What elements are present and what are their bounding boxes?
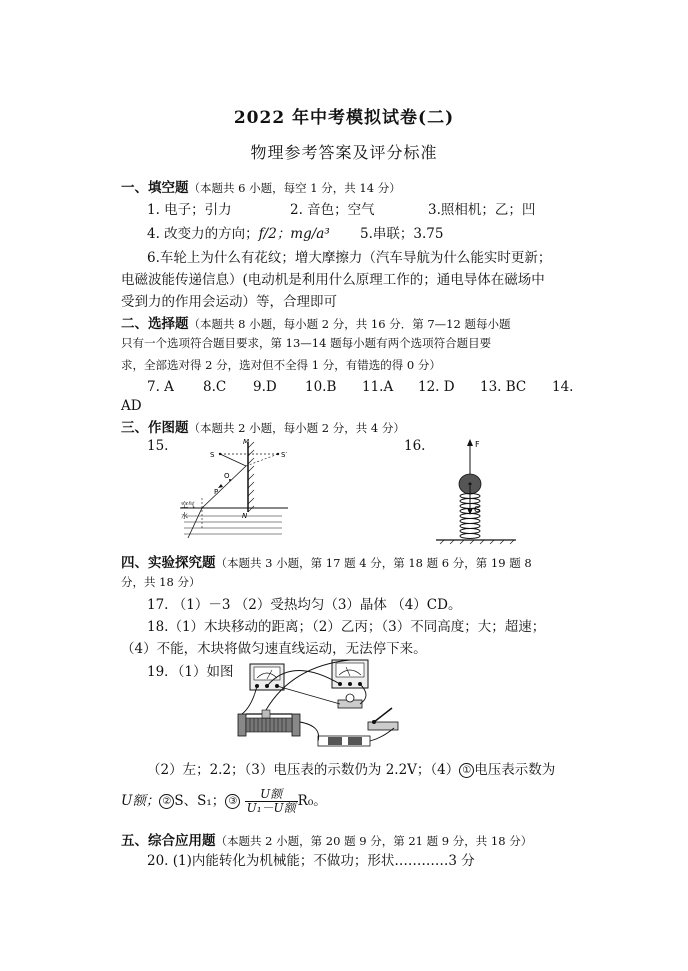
refraction-mirror-diagram	[178, 436, 298, 546]
power-fraction	[245, 788, 298, 815]
choice-answer: 13. BC	[480, 379, 527, 395]
section-2-heading: 二、选择题	[121, 316, 189, 332]
section-2-note-line3: 求，全部选对得 2 分，选对但不全得 1 分，有错选的得 0 分）	[121, 358, 441, 372]
answer-q6-line1: 6.车轮上为什么有花纹；增大摩擦力（汽车导航为什么能实时更新；	[147, 250, 552, 266]
choice-answer: 11.A	[362, 379, 394, 395]
label-mirror-n: N	[242, 512, 248, 520]
section-4-note-line1: （本题共 3 小题，第 17 题 4 分，第 18 题 6 分，第 19 题 8	[215, 556, 532, 570]
choice-answer: 8.C	[203, 379, 227, 395]
section-4-heading: 四、实验探究题	[121, 555, 216, 571]
choice-answer: 9.D	[253, 379, 277, 395]
answer-q6-line2: 电磁波能传递信息）(电动机是利用什么原理工作的；通电导体在磁场中	[121, 272, 545, 288]
circuit-diagram	[232, 656, 408, 750]
section-5-header	[121, 829, 532, 849]
label-image-s2: S′	[281, 451, 288, 459]
section-5-heading: 五、综合应用题	[121, 833, 216, 849]
choice-answer: 14.	[552, 379, 574, 395]
section-4-note-line2: 分，共 18 分）	[121, 575, 201, 589]
answer-q19-3-switch: S、S₁；	[174, 793, 226, 809]
section-3-header	[121, 416, 405, 436]
answer-q6-line3: 受到力的作用会运动）等，合理即可	[121, 294, 337, 310]
label-point-o: O	[224, 472, 230, 480]
label-source-s: S	[210, 451, 215, 459]
section-5-note: （本题共 2 小题，第 20 题 9 分，第 21 题 9 分，共 18 分）	[215, 834, 533, 848]
answer-q19-3-r0: R₀。	[297, 793, 327, 809]
rheostat-icon	[238, 710, 300, 736]
section-3-heading: 三、作图题	[121, 420, 189, 436]
choice-answer: 7. A	[147, 379, 174, 395]
answer-q3: 3.照相机；乙；凹	[428, 202, 536, 218]
choice-answer: 10.B	[305, 379, 337, 395]
circled-number-1: ①	[459, 763, 474, 778]
battery-icon	[318, 736, 370, 746]
answer-q18-line2: （4）不能，木块将做匀速直线运动，无法停下来。	[121, 641, 427, 657]
question-15-label: 15.	[147, 438, 169, 454]
answer-q19-2	[147, 760, 555, 780]
label-water: 水	[181, 512, 188, 520]
circled-number-3: ③	[225, 794, 240, 809]
answer-q1: 1. 电子；引力	[147, 202, 232, 218]
answer-q2: 2. 音色；空气	[290, 202, 375, 218]
answer-q19-2-text: （2）左；2.2；（3）电压表的示数仍为 2.2V；（4）	[147, 762, 460, 778]
answer-q19-3-u: U额；	[121, 793, 160, 809]
label-gravity-g: G	[474, 505, 481, 514]
answer-q18-line1: 18.（1）木块移动的距离；（2）乙丙；（3）不同高度；大；超速；	[147, 619, 546, 635]
page-title: 2022 年中考模拟试卷(二)	[233, 108, 455, 128]
answer-q4-label: 4. 改变力的方向；	[147, 226, 259, 242]
answer-q4	[147, 224, 330, 244]
voltmeter-icon	[332, 660, 368, 688]
answer-q4-formula: f/2；mg/a³	[258, 226, 330, 242]
choice-answer-tail: AD	[121, 398, 142, 414]
answer-q20: 20. (1)内能转化为机械能；不做功；形状…………3 分	[147, 853, 475, 869]
label-force-f: F	[475, 440, 480, 449]
fraction-denominator: U₁－U额	[246, 801, 296, 815]
label-point-p: P	[214, 488, 219, 496]
section-2-note-line1: （本题共 8 小题，每小题 2 分，共 16 分．第 7—12 题每小题	[188, 317, 511, 331]
spring-force-diagram	[430, 436, 525, 546]
answer-q19-2-tail: 电压表示数为	[474, 762, 556, 778]
section-1-heading: 一、填空题	[121, 180, 189, 196]
page-subtitle: 物理参考答案及评分标准	[250, 143, 438, 162]
answer-q5: 5.串联；3.75	[360, 226, 444, 242]
choice-answer: 12. D	[418, 379, 455, 395]
bulb-icon	[338, 694, 362, 708]
section-2-header	[121, 312, 510, 332]
section-4-header	[121, 551, 532, 571]
answer-q19-3	[121, 784, 327, 818]
switch-icon	[368, 708, 398, 730]
question-16-label: 16.	[404, 438, 426, 454]
section-2-note-line2: 只有一个选项符合题目要求，第 13—14 题每小题有两个选项符合题目要	[121, 336, 492, 350]
section-1-header	[121, 176, 401, 196]
section-1-note: （本题共 6 小题，每空 1 分，共 14 分）	[188, 181, 401, 195]
fraction-numerator: U额	[245, 788, 298, 802]
section-3-note: （本题共 2 小题，每小题 2 分，共 4 分）	[188, 421, 405, 435]
answer-q17: 17. （1）－3 （2）受热均匀（3）晶体 （4）CD。	[147, 597, 462, 613]
answer-q19-1: 19．（1）如图	[147, 664, 234, 680]
circled-number-2: ②	[159, 794, 174, 809]
label-mirror-m: M	[243, 438, 250, 446]
label-air: 空气	[181, 501, 195, 509]
